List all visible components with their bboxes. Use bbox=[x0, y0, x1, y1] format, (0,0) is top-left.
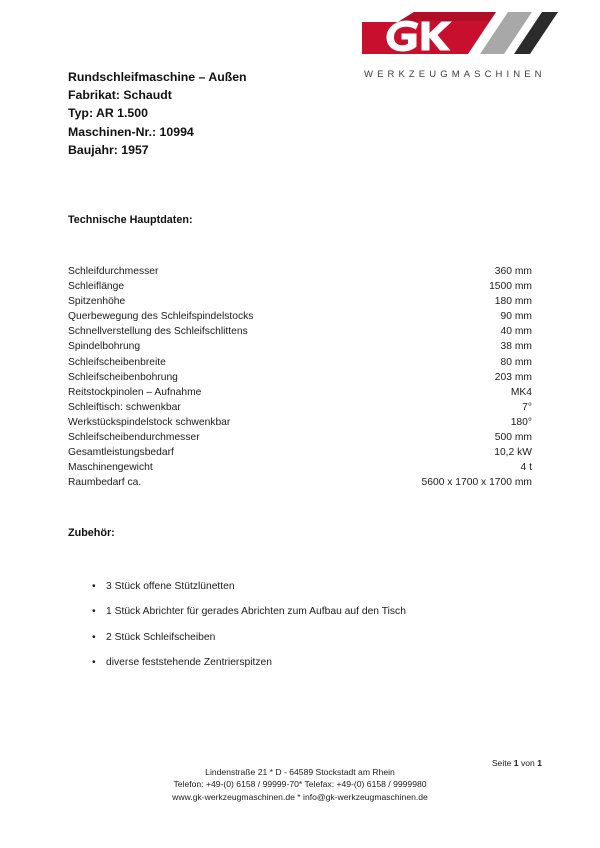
bullet-icon: • bbox=[92, 581, 96, 592]
spec-value: 500 mm bbox=[494, 432, 532, 444]
list-item-label: 2 Stück Schleifscheiben bbox=[106, 631, 216, 643]
spec-value: 5600 x 1700 x 1700 mm bbox=[421, 477, 532, 489]
list-item-label: 1 Stück Abrichter für gerades Abrichten zum Aufbau auf den Tisch bbox=[106, 606, 406, 618]
table-row bbox=[68, 430, 532, 445]
spec-value: 180 mm bbox=[494, 296, 532, 308]
specifications-table bbox=[68, 264, 532, 490]
table-row bbox=[68, 400, 532, 415]
spec-value: 360 mm bbox=[494, 266, 532, 277]
specs-section-title: Technische Hauptdaten: bbox=[68, 214, 193, 226]
footer-contact-block bbox=[0, 766, 600, 803]
spec-label: Spitzenhöhe bbox=[68, 296, 126, 308]
spec-value: 80 mm bbox=[500, 356, 532, 368]
table-row bbox=[68, 385, 532, 400]
spec-label: Spindelbohrung bbox=[68, 341, 141, 353]
table-row bbox=[68, 415, 532, 430]
spec-value: 203 mm bbox=[494, 371, 532, 383]
spec-label: Schleiftisch: schwenkbar bbox=[68, 401, 181, 413]
table-row bbox=[68, 294, 532, 309]
spec-label: Schleifscheibenbohrung bbox=[68, 371, 178, 383]
spec-value: 40 mm bbox=[500, 326, 532, 338]
specifications-table-body bbox=[68, 264, 532, 490]
table-row bbox=[68, 370, 532, 385]
document-heading bbox=[68, 68, 488, 159]
list-item bbox=[92, 656, 542, 669]
footer-street-address: Lindenstraße 21 * D - 64589 Stockstadt am Rhein bbox=[205, 767, 395, 777]
page-indicator-middle: von bbox=[520, 758, 535, 768]
accessories-list bbox=[92, 580, 542, 682]
bullet-icon: • bbox=[92, 657, 96, 669]
spec-value: 38 mm bbox=[500, 341, 532, 353]
spec-label: Raumbedarf ca. bbox=[68, 477, 142, 489]
spec-label: Gesamtleistungsbedarf bbox=[68, 447, 174, 459]
heading-line-year: Baujahr: 1957 bbox=[68, 142, 149, 157]
company-logo bbox=[362, 12, 558, 80]
spec-label: Schnellverstellung des Schleifschlittens bbox=[68, 326, 248, 338]
page-indicator-current: 1 bbox=[513, 758, 519, 768]
heading-line-model: Typ: AR 1.500 bbox=[68, 106, 148, 121]
list-item bbox=[92, 631, 542, 644]
heading-line-machine-type: Rundschleifmaschine – Außen bbox=[68, 70, 247, 84]
spec-label: Schleiflänge bbox=[68, 281, 125, 293]
table-row bbox=[68, 264, 532, 279]
page-indicator-prefix: Seite bbox=[491, 758, 512, 768]
spec-label: Maschinengewicht bbox=[68, 462, 153, 474]
spec-label: Schleifscheibenbreite bbox=[68, 356, 166, 368]
spec-label: Schleifscheibendurchmesser bbox=[68, 432, 200, 444]
footer-web-email: www.gk-werkzeugmaschinen.de * info@gk-werkzeugmaschinen.de bbox=[172, 791, 428, 802]
table-row bbox=[68, 475, 532, 490]
spec-label: Werkstückspindelstock schwenkbar bbox=[68, 416, 231, 428]
footer-phone-fax: Telefon: +49-(0) 6158 / 99999-70* Telefax: +49-(0) 6158 / 9999980 bbox=[173, 779, 427, 790]
spec-value: 90 mm bbox=[500, 311, 532, 323]
heading-line-manufacturer: Fabrikat: Schaudt bbox=[68, 88, 172, 103]
spec-label: Querbewegung des Schleifspindelstocks bbox=[68, 311, 254, 323]
list-item bbox=[92, 580, 542, 593]
spec-value: 10,2 kW bbox=[494, 447, 532, 459]
spec-value: 7° bbox=[522, 401, 532, 413]
spec-label: Schleifdurchmesser bbox=[68, 266, 159, 277]
spec-value: 180° bbox=[510, 416, 532, 428]
page-indicator-total: 1 bbox=[537, 758, 542, 768]
accessories-section-title: Zubehör: bbox=[68, 527, 115, 539]
list-item-label: diverse feststehende Zentrierspitzen bbox=[106, 657, 272, 669]
spec-value: 1500 mm bbox=[489, 281, 532, 293]
spec-value: 4 t bbox=[520, 462, 532, 474]
logo-red-shape-shade bbox=[398, 12, 496, 22]
table-row bbox=[68, 339, 532, 354]
list-item bbox=[92, 605, 542, 618]
logo-wordmark: WERKZEUGMASCHINEN bbox=[364, 69, 546, 80]
table-row bbox=[68, 279, 532, 294]
heading-line-machine-number: Maschinen-Nr.: 10994 bbox=[68, 124, 194, 139]
table-row bbox=[68, 324, 532, 339]
bullet-icon: • bbox=[92, 606, 96, 618]
list-item-label: 3 Stück offene Stützlünetten bbox=[106, 581, 235, 592]
logo-graphic-mark bbox=[362, 12, 558, 57]
table-row bbox=[68, 355, 532, 370]
table-row bbox=[68, 309, 532, 324]
spec-label: Reitstockpinolen – Aufnahme bbox=[68, 386, 202, 398]
bullet-icon: • bbox=[92, 631, 96, 643]
spec-value: MK4 bbox=[510, 386, 532, 398]
table-row bbox=[68, 445, 532, 460]
table-row bbox=[68, 460, 532, 475]
